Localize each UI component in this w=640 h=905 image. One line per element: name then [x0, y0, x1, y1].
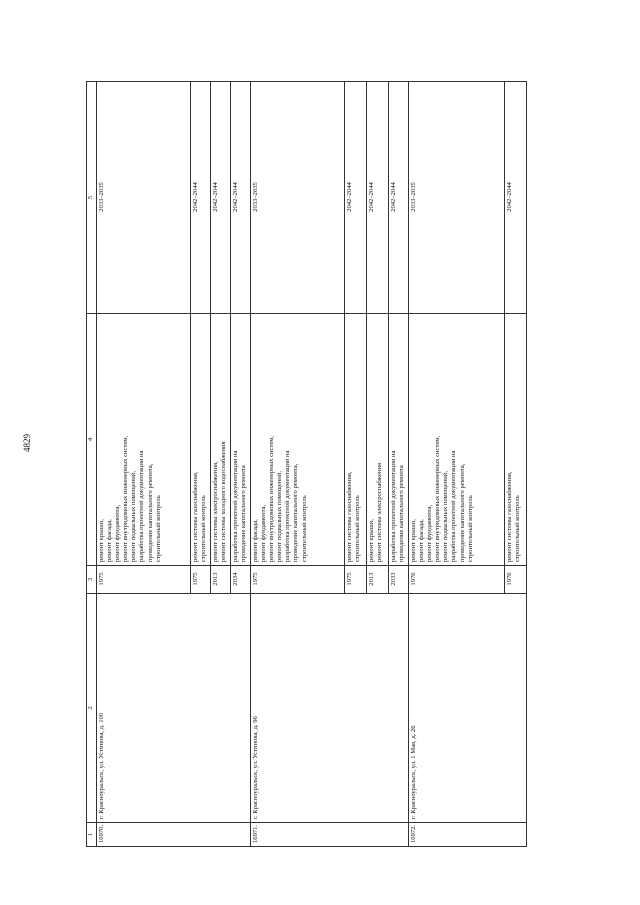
- work-line: проведение капитального ремонта,: [146, 463, 154, 562]
- period-cell: 2042–2044: [191, 82, 211, 314]
- works-cell: [367, 314, 389, 566]
- works-cell: [211, 314, 231, 566]
- work-line: ремонт внутридомовых инженерных систем,: [434, 435, 442, 562]
- year-cell: 2034: [231, 566, 251, 594]
- work-line: проведение капитального ремонта: [398, 465, 406, 562]
- year-cell: 1975: [251, 566, 345, 594]
- work-line: проведение капитального ремонта,: [292, 463, 300, 562]
- table-row: [409, 82, 505, 847]
- work-line: ремонт подвальных помещений,: [130, 471, 138, 562]
- period-cell: 2042–2044: [367, 82, 389, 314]
- work-line: строительный контроль: [514, 495, 522, 562]
- works-cell: [97, 314, 191, 566]
- record-id: 16970.: [97, 823, 251, 847]
- work-line: ремонт внутридомовых инженерных систем,: [268, 435, 276, 562]
- period-cell: 2042–2044: [231, 82, 251, 314]
- work-line: строительный контроль: [154, 495, 162, 562]
- period-cell: 2033–2035: [251, 82, 345, 314]
- column-number-3: 3: [87, 566, 97, 594]
- column-number-4: 4: [87, 314, 97, 566]
- year-cell: 2013: [211, 566, 231, 594]
- column-number-row: [87, 82, 97, 847]
- record-id: 16972.: [409, 823, 527, 847]
- work-line: ремонт системы электроснабжения: [376, 462, 384, 562]
- year-cell: 1976: [409, 566, 505, 594]
- table-row: [251, 82, 345, 847]
- record-id: 16971.: [251, 823, 409, 847]
- period-cell: 2033–2035: [97, 82, 191, 314]
- work-line: строительный контроль: [466, 495, 474, 562]
- work-line: разработка проектной документации на: [450, 450, 458, 562]
- work-line: ремонт крыши,: [98, 519, 105, 562]
- work-line: строительный контроль: [200, 495, 208, 562]
- year-cell: 2033: [389, 566, 409, 594]
- works-cell: [231, 314, 251, 566]
- works-cell: [389, 314, 409, 566]
- year-cell: 1975: [345, 566, 367, 594]
- work-line: ремонт фундамента,: [426, 504, 434, 562]
- work-line: ремонт фундамента,: [114, 504, 122, 562]
- work-line: ремонт внутридомовых инженерных систем,: [122, 435, 130, 562]
- work-line: строительный контроль: [354, 495, 362, 562]
- repair-schedule-table: [86, 81, 527, 847]
- work-line: ремонт фасада,: [106, 519, 114, 562]
- work-line: строительный контроль: [300, 495, 308, 562]
- work-line: ремонт системы холодного водоснабжения: [220, 441, 228, 562]
- work-line: ремонт подвальных помещений,: [276, 471, 284, 562]
- record-address: г. Красноуральск, ул. Устинова, д. 96: [251, 594, 409, 823]
- period-cell: 2033–2035: [409, 82, 505, 314]
- work-line: ремонт подвальных помещений,: [442, 471, 450, 562]
- work-line: ремонт системы газоснабжения,: [192, 471, 199, 562]
- work-line: ремонт фасада,: [418, 519, 426, 562]
- work-line: ремонт системы газоснабжения,: [506, 471, 513, 562]
- year-cell: 1976: [505, 566, 527, 594]
- work-line: проведение капитального ремонта,: [458, 463, 466, 562]
- works-cell: [505, 314, 527, 566]
- column-number-2: 2: [87, 594, 97, 823]
- works-cell: [409, 314, 505, 566]
- year-cell: 1975: [191, 566, 211, 594]
- work-line: ремонт крыши,: [410, 519, 417, 562]
- column-number-1: 1: [87, 823, 97, 847]
- work-line: ремонт фасада,: [252, 519, 259, 562]
- work-line: разработка проектной документации на: [390, 450, 397, 562]
- record-address: г. Красноуральск, ул. 1 Мая, д. 26: [409, 594, 527, 823]
- work-line: разработка проектной документации на: [284, 450, 292, 562]
- works-cell: [191, 314, 211, 566]
- work-line: ремонт системы газоснабжения,: [346, 471, 353, 562]
- work-line: ремонт системы электроснабжения,: [212, 461, 219, 562]
- work-line: проведение капитального ремонта: [240, 465, 248, 562]
- record-address: г. Красноуральск, ул. Устинова, д. 100: [97, 594, 251, 823]
- works-cell: [251, 314, 345, 566]
- period-cell: 2042–2044: [211, 82, 231, 314]
- work-line: разработка проектной документации на: [232, 450, 239, 562]
- page-number: 4829: [22, 434, 32, 452]
- work-line: разработка проектной документации на: [138, 450, 146, 562]
- table-row: [97, 82, 191, 847]
- column-number-5: 5: [87, 82, 97, 314]
- period-cell: 2042–2044: [345, 82, 367, 314]
- works-cell: [345, 314, 367, 566]
- year-cell: 2013: [367, 566, 389, 594]
- year-cell: 1975: [97, 566, 191, 594]
- table-container: [86, 82, 557, 847]
- period-cell: 2042–2044: [389, 82, 409, 314]
- work-line: ремонт крыши,: [368, 519, 375, 562]
- work-line: ремонт фундамента,: [260, 504, 268, 562]
- period-cell: 2042–2044: [505, 82, 527, 314]
